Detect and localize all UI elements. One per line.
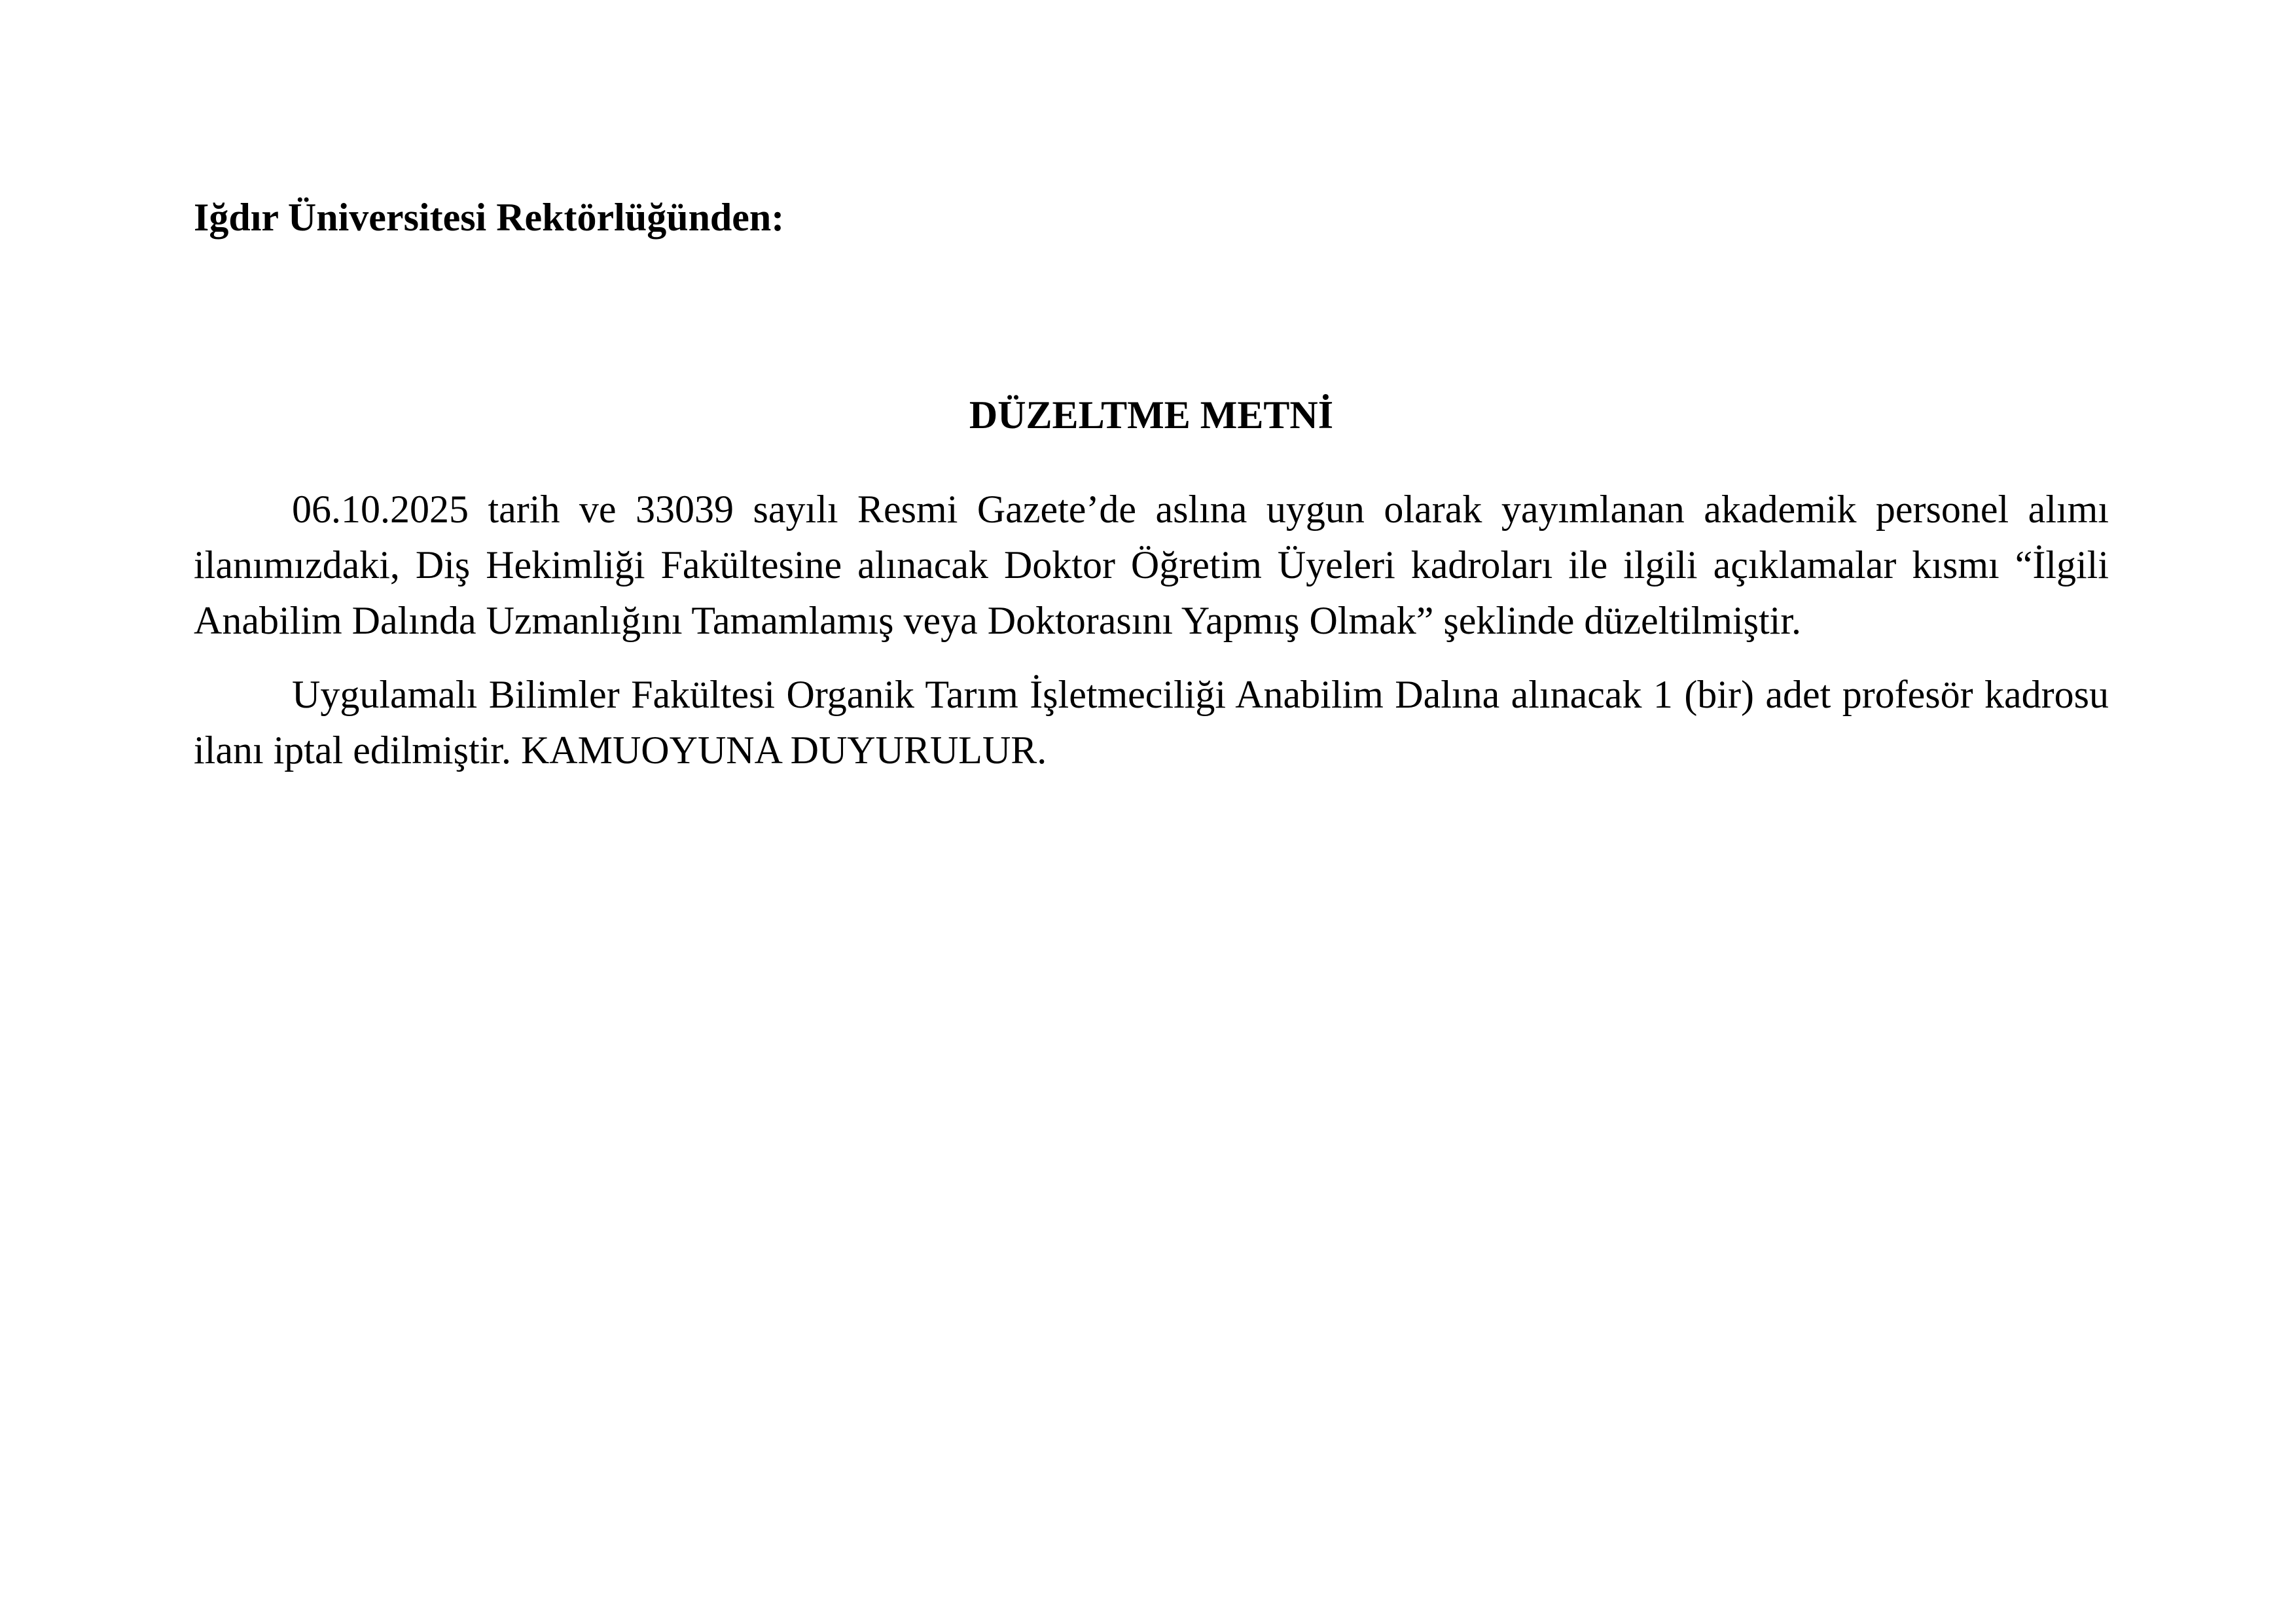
cancellation-paragraph: Uygulamalı Bilimler Fakültesi Organik Tarım İşletmeciliği Anabilim Dalına alınacak 1 (bir) adet profesör kadrosu ilanı iptal edilmiştir. KAMUOYUNA DUYURULUR.: [194, 673, 2109, 772]
document-body: [194, 190, 2109, 778]
document-title: DÜZELTME METNİ: [969, 393, 1334, 437]
correction-paragraph: 06.10.2025 tarih ve 33039 sayılı Resmi Gazete’de aslına uygun olarak yayımlanan akademik personel alımı ilanımızdaki, Diş Hekimliği Fakültesine alınacak Doktor Öğretim Üyeleri kadroları ile ilgili açıklamalar kısmı “İlgili Anabilim Dalında Uzmanlığını Tamamlamış veya Doktorasını Yapmış Olmak” şeklinde düzeltilmiştir.: [194, 488, 2109, 642]
issuer-heading: Iğdır Üniversitesi Rektörlüğünden:: [194, 196, 785, 239]
